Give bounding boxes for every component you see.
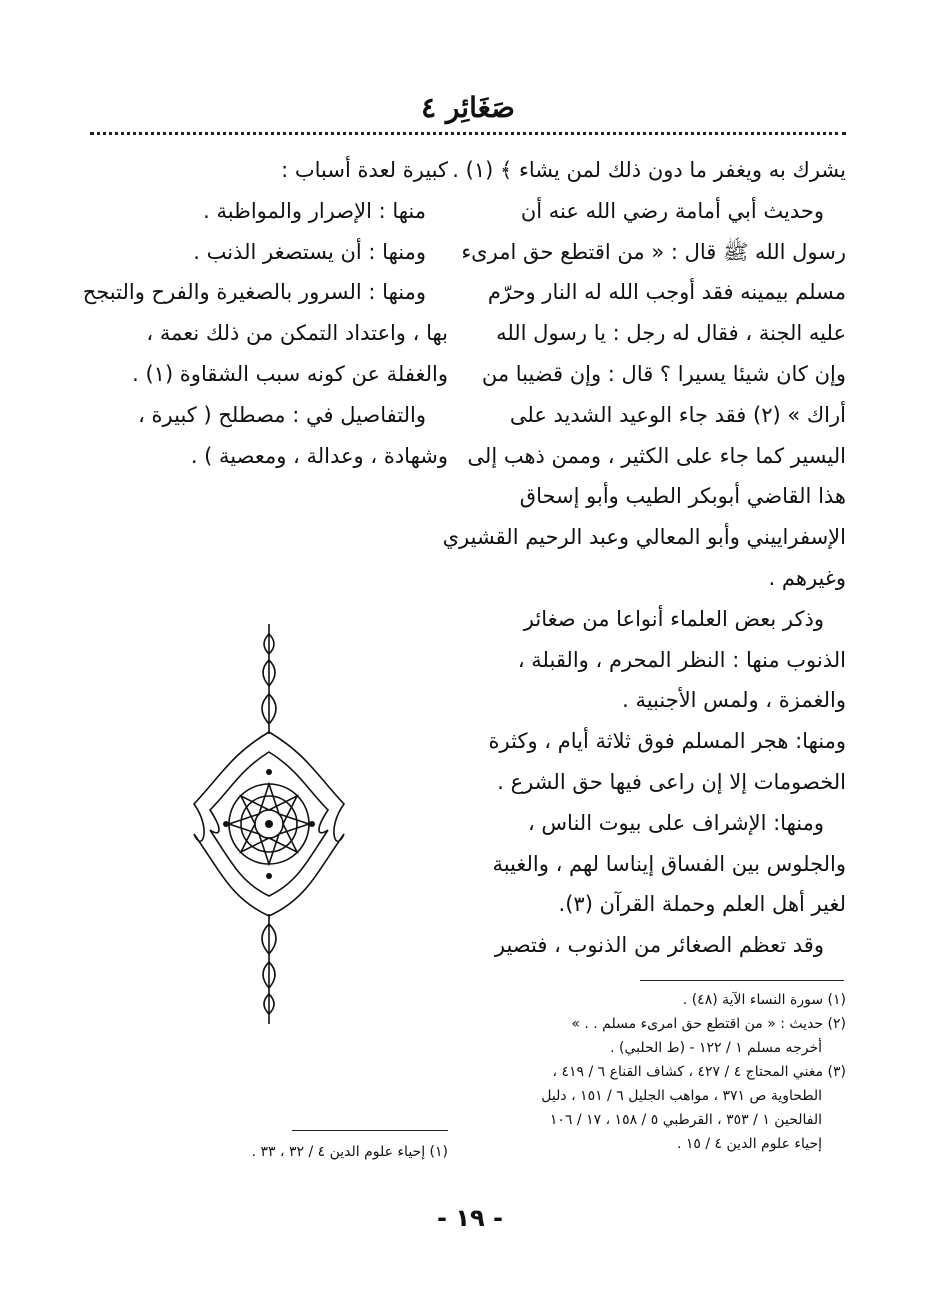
text-line: مسلم بيمينه فقد أوجب الله له النار وحرّم [487,280,846,305]
footnote-continuation: إحياء علوم الدين ٤ / ١٥ . [676,1136,822,1152]
text-line: هذا القاضي أبوبكر الطيب وأبو إسحاق [519,484,846,509]
text-line: منها : الإصرار والمواظبة . [203,198,426,223]
page-number: - ١٩ - [437,1204,503,1232]
right-column [442,150,846,966]
text-line: يشرك به ويغفر ما دون ذلك لمن يشاء ﴾ (١) . [452,158,846,182]
text-line: أراك » (٢) فقد جاء الوعيد الشديد على [509,402,846,427]
footnote-continuation: الفالحين ١ / ٣٥٣ ، القرطبي ٥ / ١٥٨ ، ١٧ / ١٠٦ [549,1112,822,1128]
text-line: عليه الجنة ، فقال له رجل : يا رسول الله [496,321,846,346]
footnote-continuation: الطحاوية ص ٣٧١ ، مواهب الجليل ٦ / ١٥١ ، دليل [541,1088,822,1104]
running-header [90,88,846,132]
text-line: ومنها: الإشراف على بيوت الناس ، [527,810,824,835]
text-line: وإن كان شيئا يسيرا ؟ قال : وإن قضيبا من [481,361,846,386]
text-line: لغير أهل العلم وحملة القرآن (٣). [558,892,846,917]
footnote-continuation: أخرجه مسلم ١ / ١٢٢ - (ط الحلبي) . [610,1040,822,1056]
text-line: الخصومات إلا إن راعى فيها حق الشرع . [497,769,846,794]
text-line: والجلوس بين الفساق إيناسا لهم ، والغيبة [492,851,846,876]
left-column [82,150,448,476]
footnote: (٢) حديث : « من اقتطع حق امرىء مسلم . . » [571,1016,846,1032]
footnotes-left [200,1140,448,1164]
footnote: (١) إحياء علوم الدين ٤ / ٣٢ ، ٣٣ . [251,1144,448,1160]
arabesque-ornament-icon [186,624,352,1024]
text-line: وغيرهم . [768,565,846,590]
footnote-separator [640,980,844,981]
text-line: والتفاصيل في : مصطلح ( كبيرة ، [138,402,426,427]
text-line: وحديث أبي أمامة رضي الله عنه أن [520,198,824,223]
text-line: الإسفراييني وأبو المعالي وعبد الرحيم القشيري [442,525,846,550]
page-title: صَغَائِر ٤ [421,91,515,124]
footnote-separator [292,1130,448,1131]
text-line: بها ، واعتداد التمكن من ذلك نعمة ، [146,321,448,346]
text-line: والغمزة ، ولمس الأجنبية . [622,688,846,713]
footnotes-right [488,988,846,1156]
text-line: كبيرة لعدة أسباب : [281,158,448,182]
text-line: ومنها: هجر المسلم فوق ثلاثة أيام ، وكثرة [488,729,846,754]
text-line: ومنها : أن يستصغر الذنب . [193,239,426,264]
text-line: ومنها : السرور بالصغيرة والفرح والتبجح [82,280,426,305]
text-line: الذنوب منها : النظر المحرم ، والقبلة ، [517,647,846,672]
footnote: (٣) مغني المحتاج ٤ / ٤٢٧ ، كشاف القناع ٦ / ٤١٩ ، [552,1064,846,1080]
text-line: وقد تعظم الصغائر من الذنوب ، فتصير [494,933,824,958]
text-line: اليسير كما جاء على الكثير ، وممن ذهب إلى [467,443,846,468]
text-line: والغفلة عن كونه سبب الشقاوة (١) . [132,361,448,386]
text-line: رسول الله ﷺ قال : « من اقتطع حق امرىء [461,239,846,264]
header-dotted-rule [90,132,846,135]
text-line: وشهادة ، وعدالة ، ومعصية ) . [190,443,448,468]
footnote: (١) سورة النساء الآية (٤٨) . [682,992,846,1008]
text-line: وذكر بعض العلماء أنواعا من صغائر [523,606,824,631]
